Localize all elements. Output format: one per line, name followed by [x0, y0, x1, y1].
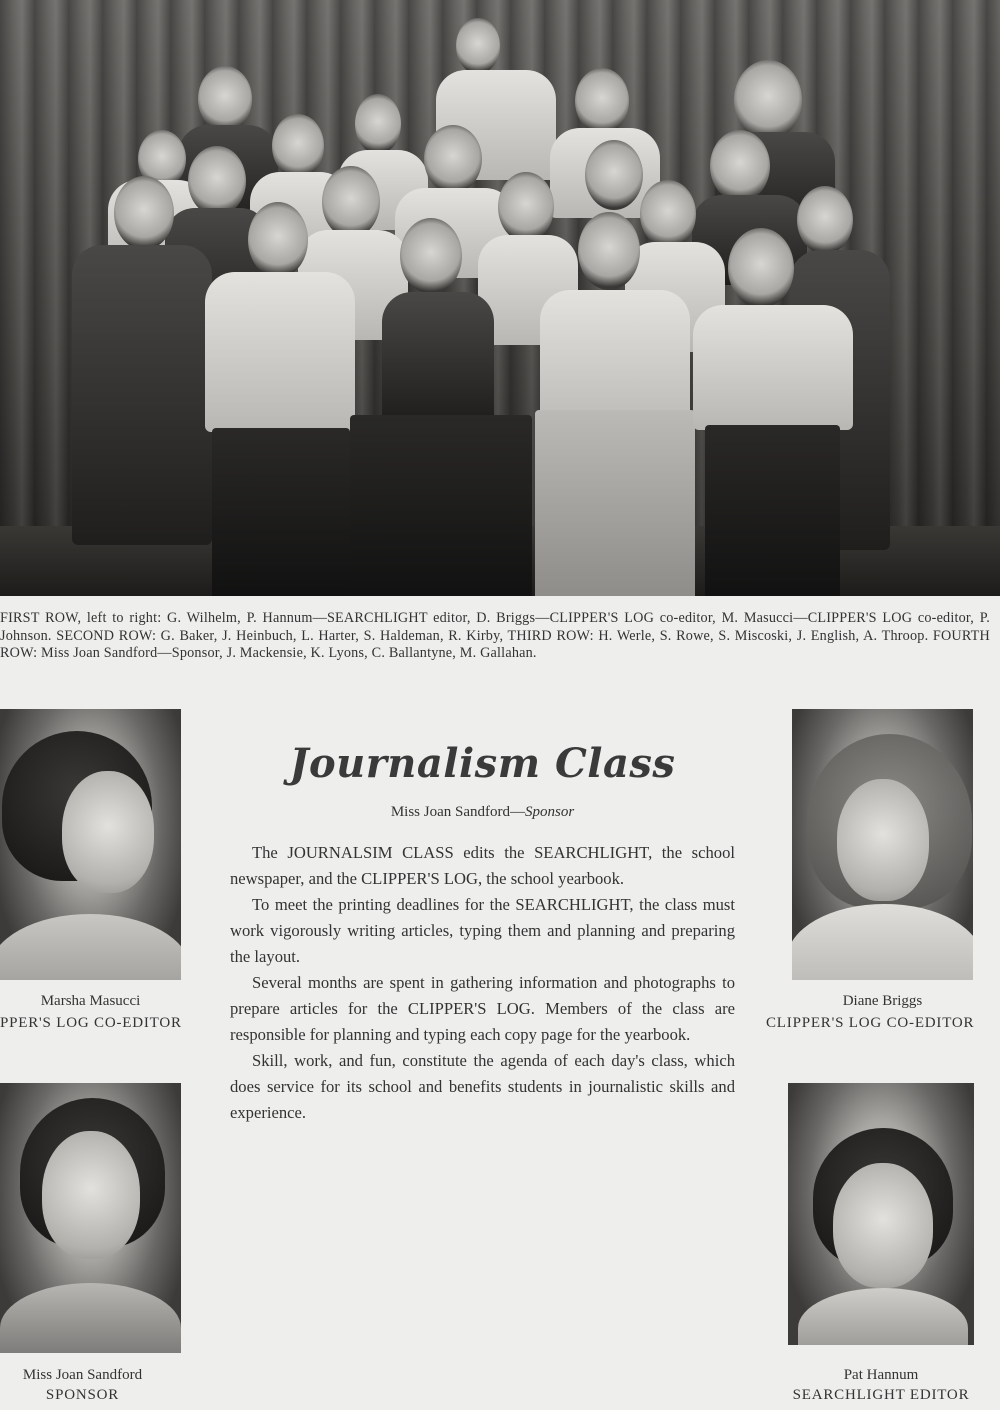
article-paragraph: The JOURNALSIM CLASS edits the SEARCHLIGHT, the school newspaper, and the CLIPPER'S LOG, the school yearbook.	[230, 843, 735, 888]
portrait-name: Marsha Masucci	[40, 993, 141, 1009]
portrait-role: PPER'S LOG CO-EDITOR	[0, 1015, 182, 1031]
portrait-name: Diane Briggs	[842, 993, 923, 1009]
article-paragraph: To meet the printing deadlines for the SEARCHLIGHT, the class must work vigorously writing articles, typing them and planning and preparing the layout.	[230, 895, 735, 966]
article-body	[230, 840, 735, 1126]
portrait-role: CLIPPER'S LOG CO-EDITOR	[766, 1015, 975, 1031]
portrait-role: SEARCHLIGHT EDITOR	[792, 1387, 970, 1403]
article-paragraph: Skill, work, and fun, constitute the agenda of each day's class, which does service for its school and benefits students in journalistic skills and experience.	[230, 1051, 735, 1122]
portrait-diane-briggs	[792, 709, 973, 980]
portrait-joan-sandford	[0, 1083, 181, 1353]
article-paragraph: Several months are spent in gathering information and photographs to prepare articles for the CLIPPER'S LOG. Members of the class are responsible for planning and typing each copy page for the yearbook.	[230, 973, 735, 1044]
portrait-marsha-masucci	[0, 709, 181, 980]
portrait-name: Miss Joan Sandford	[22, 1367, 143, 1383]
article-sponsor-line	[230, 804, 735, 821]
portrait-pat-hannum	[788, 1083, 974, 1345]
portrait-name: Pat Hannum	[843, 1367, 919, 1383]
group-photo	[0, 0, 1000, 596]
sponsor-role: Sponsor	[524, 804, 575, 820]
portrait-role: SPONSOR	[45, 1387, 120, 1403]
sponsor-name: Miss Joan Sandford—	[390, 804, 525, 820]
group-photo-caption: FIRST ROW, left to right: G. Wilhelm, P. Hannum—SEARCHLIGHT editor, D. Briggs—CLIPPER'S LOG co-editor, M. Masucci—CLIPPER'S LOG co-editor, P. Johnson. SECOND ROW: G. Baker, J. Heinbuch, L. Harter, S. Haldeman, R. Kirby, THIRD ROW: H. Werle, S. Rowe, S. Miscoski, J. English, A. Throop. FOURTH ROW: Miss Joan Sandford—Sponsor, J. Mackensie, K. Lyons, C. Ballantyne, M. Gallahan.	[0, 610, 990, 662]
article-title: Journalism Class	[289, 740, 676, 787]
